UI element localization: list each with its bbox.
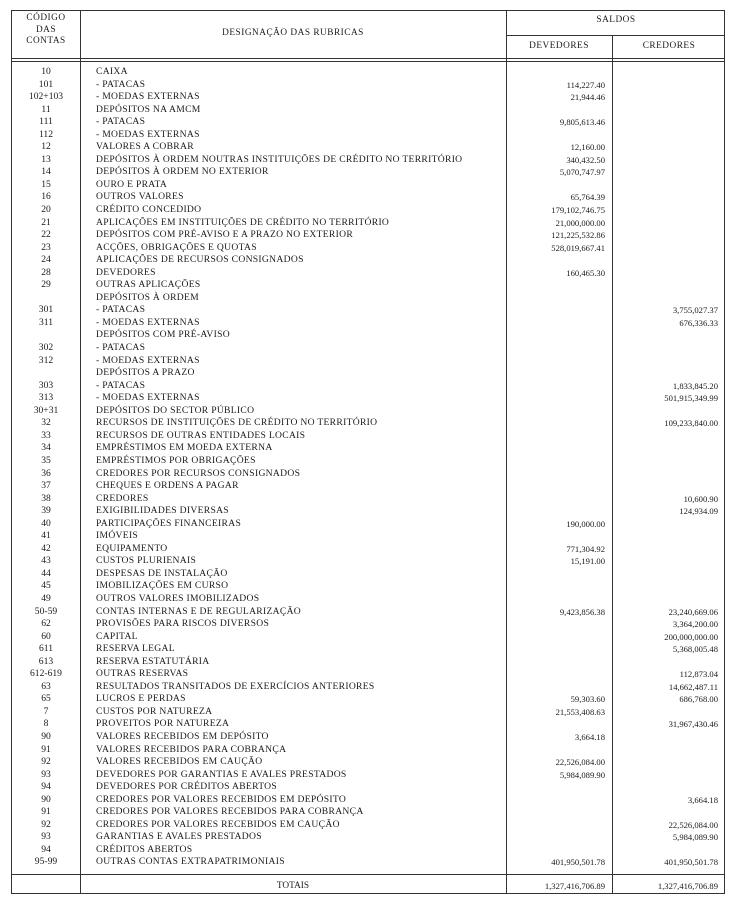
debit-balance: 9,423,856.38 <box>559 606 605 617</box>
account-code: 39 <box>41 505 51 517</box>
account-designation: APLICAÇÕES DE RECURSOS CONSIGNADOS <box>96 254 304 266</box>
account-designation: PROVISÕES PARA RISCOS DIVERSOS <box>96 618 270 630</box>
account-code: 13 <box>41 153 51 165</box>
credit-balance: 109,233,840.00 <box>664 418 718 429</box>
table-row <box>12 317 726 330</box>
credit-balance: 686,768.00 <box>679 694 718 705</box>
table-row <box>12 718 726 731</box>
account-code: 12 <box>41 141 51 153</box>
account-code: 312 <box>38 354 54 366</box>
table-row <box>12 392 726 405</box>
table-row <box>12 179 726 192</box>
table-row <box>12 731 726 744</box>
debit-balance: 21,553,408.63 <box>555 706 605 717</box>
account-code: 36 <box>41 467 51 479</box>
table-row <box>12 430 726 443</box>
account-designation: CREDORES POR VALORES RECEBIDOS EM CAUÇÃO <box>96 818 340 830</box>
table-row <box>12 417 726 430</box>
account-designation: - MOEDAS EXTERNAS <box>96 128 200 140</box>
header-bottom-rule <box>12 58 724 59</box>
account-code: 112 <box>38 128 54 140</box>
credit-balance: 14,662,487.11 <box>668 681 718 692</box>
account-code: 21 <box>41 216 51 228</box>
account-designation: CHEQUES E ORDENS A PAGAR <box>96 480 239 492</box>
table-row <box>12 242 726 255</box>
totals-label: TOTAIS <box>276 881 310 891</box>
table-row <box>12 279 726 292</box>
account-code: 611 <box>38 643 54 655</box>
debit-balance: 160,465.30 <box>566 267 605 278</box>
account-designation: OUTRAS APLICAÇÕES <box>96 279 201 291</box>
account-code: 301 <box>38 304 54 316</box>
account-code: 49 <box>41 592 51 604</box>
account-designation: APLICAÇÕES EM INSTITUIÇÕES DE CRÉDITO NO TERRITÓRIO <box>96 216 390 228</box>
account-designation: OUTROS VALORES IMOBILIZADOS <box>96 592 260 604</box>
table-row <box>12 104 726 117</box>
account-code: 29 <box>41 279 51 291</box>
account-designation: DEPÓSITOS COM PRÉ-AVISO E A PRAZO NO EXTERIOR <box>96 229 354 241</box>
header-code <box>12 13 80 48</box>
account-designation: DEVEDORES POR CRÉDITOS ABERTOS <box>96 781 278 793</box>
account-designation: CUSTOS POR NATUREZA <box>96 705 213 717</box>
account-designation: DEPÓSITOS À ORDEM NO EXTERIOR <box>96 166 269 178</box>
account-designation: PROVEITOS POR NATUREZA <box>96 718 230 730</box>
debit-balance: 114,227.40 <box>566 79 605 90</box>
account-code: 311 <box>38 316 54 328</box>
account-code: 90 <box>41 730 51 742</box>
account-designation: RESERVA ESTATUTÁRIA <box>96 655 210 667</box>
account-designation: VALORES RECEBIDOS EM CAUÇÃO <box>96 756 263 768</box>
header-code-line: CONTAS <box>26 36 66 46</box>
account-code: 63 <box>41 680 51 692</box>
debit-balance: 528,019,667.41 <box>551 242 605 253</box>
account-code: 60 <box>41 630 51 642</box>
table-row <box>12 292 726 305</box>
table-row <box>12 555 726 568</box>
account-designation: - MOEDAS EXTERNAS <box>96 316 200 328</box>
account-code: 11 <box>41 103 51 115</box>
account-designation: ACÇÕES, OBRIGAÇÕES E QUOTAS <box>96 241 257 253</box>
account-code: 93 <box>41 768 51 780</box>
account-code: 30+31 <box>33 404 59 416</box>
credit-balance: 10,600.90 <box>683 493 718 504</box>
table-row <box>12 568 726 581</box>
table-row <box>12 166 726 179</box>
account-code: 92 <box>41 756 51 768</box>
account-designation: - MOEDAS EXTERNAS <box>96 354 200 366</box>
account-designation: - PATACAS <box>96 379 146 391</box>
account-designation: DEPÓSITOS A PRAZO <box>96 367 195 379</box>
credit-balance: 401,950,501.78 <box>664 857 718 868</box>
account-designation: - PATACAS <box>96 78 146 90</box>
credit-balance: 200,000,000.00 <box>664 631 718 642</box>
account-designation: CAIXA <box>96 66 128 77</box>
table-row <box>12 493 726 506</box>
header-balances: SALDOS <box>596 15 636 25</box>
account-code: 102+103 <box>28 91 64 103</box>
account-designation: DEPÓSITOS À ORDEM NOUTRAS INSTITUIÇÕES DE CRÉDITO NO TERRITÓRIO <box>96 153 463 165</box>
account-code: 50-59 <box>34 605 58 617</box>
debit-balance: 340,432.50 <box>566 154 605 165</box>
table-row <box>12 643 726 656</box>
account-designation: CREDORES POR VALORES RECEBIDOS PARA COBRANÇA <box>96 806 364 818</box>
account-designation: RECURSOS DE OUTRAS ENTIDADES LOCAIS <box>96 429 306 441</box>
table-row <box>12 468 726 481</box>
account-code: 95-99 <box>34 856 58 868</box>
account-code: 91 <box>41 806 51 818</box>
table-row <box>12 530 726 543</box>
account-designation: PARTICIPAÇÕES FINANCEIRAS <box>96 517 242 529</box>
table-row <box>12 367 726 380</box>
debit-balance: 121,225,532.86 <box>551 230 605 241</box>
table-row <box>12 693 726 706</box>
table-row <box>12 154 726 167</box>
account-code: 302 <box>38 342 54 354</box>
header-debit: DEVEDORES <box>529 41 589 51</box>
account-designation: OURO E PRATA <box>96 178 168 190</box>
account-code: 62 <box>41 618 51 630</box>
account-designation: OUTROS VALORES <box>96 191 184 203</box>
table-row <box>12 631 726 644</box>
table-row <box>12 806 726 819</box>
account-designation: LUCROS E PERDAS <box>96 693 186 705</box>
account-designation: CREDORES <box>96 492 149 504</box>
account-rows <box>12 66 726 869</box>
table-row <box>12 593 726 606</box>
account-code: 612-619 <box>30 668 62 680</box>
account-designation: CREDORES POR VALORES RECEBIDOS EM DEPÓSITO <box>96 793 347 805</box>
account-designation: IMÓVEIS <box>96 530 139 542</box>
account-code: 613 <box>38 655 54 667</box>
credit-balance: 23,240,669.06 <box>668 606 718 617</box>
table-row <box>12 442 726 455</box>
credit-balance: 22,526,084.00 <box>668 819 718 830</box>
account-designation: DESPESAS DE INSTALAÇÃO <box>96 567 228 579</box>
account-code: 40 <box>41 517 51 529</box>
account-code: 43 <box>41 555 51 567</box>
table-row <box>12 781 726 794</box>
account-code: 101 <box>38 78 54 90</box>
table-row <box>12 66 726 79</box>
table-row <box>12 217 726 230</box>
account-designation: - MOEDAS EXTERNAS <box>96 392 200 404</box>
account-designation: - MOEDAS EXTERNAS <box>96 91 200 103</box>
credit-balance: 501,915,349.99 <box>664 393 718 404</box>
header-code-line: DAS <box>35 24 57 35</box>
account-designation: CAPITAL <box>96 630 138 642</box>
account-designation: GARANTIAS E AVALES PRESTADOS <box>96 831 262 843</box>
debit-balance: 59,303.60 <box>570 694 605 705</box>
debit-balance: 9,805,613.46 <box>559 117 605 128</box>
account-designation: DEVEDORES <box>96 266 156 278</box>
header-credit: CREDORES <box>642 41 696 51</box>
account-designation: CRÉDITOS ABERTOS <box>96 843 193 855</box>
debit-balance: 12,160.00 <box>570 142 605 153</box>
account-code: 65 <box>41 693 51 705</box>
account-code: 94 <box>41 781 51 793</box>
account-designation: EMPRÉSTIMOS POR OBRIGAÇÕES <box>96 454 256 466</box>
account-code: 14 <box>41 166 51 178</box>
table-row <box>12 455 726 468</box>
account-code: 16 <box>41 191 51 203</box>
table-row <box>12 254 726 267</box>
account-designation: - PATACAS <box>96 304 146 316</box>
account-code: 20 <box>41 204 51 216</box>
account-code: 44 <box>41 567 51 579</box>
table-row <box>12 342 726 355</box>
table-row <box>12 706 726 719</box>
account-code: 90 <box>41 793 51 805</box>
credit-balance: 5,368,005.48 <box>672 644 718 655</box>
credit-balance: 5,984,089.90 <box>672 832 718 843</box>
credit-balance: 112,873.04 <box>679 669 718 680</box>
account-designation: DEPÓSITOS COM PRÉ-AVISO <box>96 329 230 341</box>
account-code: 111 <box>39 116 53 128</box>
debit-balance: 21,000,000.00 <box>555 217 605 228</box>
debit-balance: 5,984,089.90 <box>559 769 605 780</box>
account-designation: DEPÓSITOS NA AMCM <box>96 103 201 115</box>
table-row <box>12 518 726 531</box>
table-row <box>12 744 726 757</box>
credit-balance: 676,336.33 <box>679 317 718 328</box>
account-code: 34 <box>41 442 51 454</box>
table-row <box>12 129 726 142</box>
table-row <box>12 769 726 782</box>
account-code: 41 <box>41 530 51 542</box>
account-designation: DEVEDORES POR GARANTIAS E AVALES PRESTADOS <box>96 768 347 780</box>
debit-balance: 401,950,501.78 <box>551 857 605 868</box>
credit-balance: 31,967,430.46 <box>668 719 718 730</box>
debit-balance: 179,102,746.75 <box>551 205 605 216</box>
account-code: 35 <box>41 454 51 466</box>
table-row <box>12 304 726 317</box>
account-designation: RESERVA LEGAL <box>96 643 175 655</box>
account-designation: VALORES RECEBIDOS EM DEPÓSITO <box>96 730 269 742</box>
table-row <box>12 543 726 556</box>
account-designation: - PATACAS <box>96 342 146 354</box>
account-code: 313 <box>38 392 54 404</box>
credit-balance: 3,364,200.00 <box>672 619 718 630</box>
debit-balance: 22,526,084.00 <box>555 757 605 768</box>
table-row <box>12 229 726 242</box>
account-code: 42 <box>41 542 51 554</box>
account-code: 7 <box>43 705 49 717</box>
account-code: 28 <box>41 266 51 278</box>
account-designation: CRÉDITO CONCEDIDO <box>96 204 202 216</box>
account-designation: DEPÓSITOS DO SECTOR PÚBLICO <box>96 404 255 416</box>
debit-balance: 190,000.00 <box>566 518 605 529</box>
table-row <box>12 618 726 631</box>
table-row <box>12 668 726 681</box>
account-code: 37 <box>41 480 51 492</box>
table-row <box>12 856 726 869</box>
header-bottom-rule-double <box>12 61 724 62</box>
account-code: 94 <box>41 843 51 855</box>
table-row <box>12 756 726 769</box>
totals-top-rule <box>12 874 724 875</box>
account-code: 92 <box>41 818 51 830</box>
account-code: 91 <box>41 743 51 755</box>
table-row <box>12 656 726 669</box>
table-row <box>12 329 726 342</box>
table-row <box>12 831 726 844</box>
account-designation: OUTRAS CONTAS EXTRAPATRIMONIAIS <box>96 856 285 868</box>
balance-sheet-table <box>11 10 725 894</box>
account-code: 93 <box>41 831 51 843</box>
account-code: 303 <box>38 379 54 391</box>
table-row <box>12 204 726 217</box>
debit-balance: 771,304.92 <box>566 543 605 554</box>
account-designation: EMPRÉSTIMOS EM MOEDA EXTERNA <box>96 442 273 454</box>
account-designation: EQUIPAMENTO <box>96 542 168 554</box>
table-row <box>12 405 726 418</box>
credit-balance: 3,755,027.37 <box>672 305 718 316</box>
account-designation: RESULTADOS TRANSITADOS DE EXERCÍCIOS ANTERIORES <box>96 680 375 692</box>
account-designation: OUTRAS RESERVAS <box>96 668 189 680</box>
table-row <box>12 141 726 154</box>
credit-balance: 1,833,845.20 <box>672 380 718 391</box>
table-row <box>12 267 726 280</box>
account-code: 32 <box>41 417 51 429</box>
account-designation: VALORES RECEBIDOS PARA COBRANÇA <box>96 743 287 755</box>
debit-balance: 3,664.18 <box>574 731 605 742</box>
table-row <box>12 91 726 104</box>
account-code: 15 <box>41 178 51 190</box>
account-code: 23 <box>41 241 51 253</box>
account-designation: - PATACAS <box>96 116 146 128</box>
totals-credit: 1,327,416,706.89 <box>657 881 718 891</box>
table-row <box>12 819 726 832</box>
account-designation: VALORES A COBRAR <box>96 141 194 153</box>
table-row <box>12 191 726 204</box>
account-code: 8 <box>43 718 49 730</box>
table-row <box>12 681 726 694</box>
table-row <box>12 355 726 368</box>
account-designation: RECURSOS DE INSTITUIÇÕES DE CRÉDITO NO TERRITÓRIO <box>96 417 378 429</box>
debit-balance: 21,944.46 <box>570 92 605 103</box>
account-designation: CREDORES POR RECURSOS CONSIGNADOS <box>96 467 301 479</box>
table-row <box>12 580 726 593</box>
header-designation: DESIGNAÇÃO DAS RUBRICAS <box>222 28 364 38</box>
totals-debit: 1,327,416,706.89 <box>544 881 605 891</box>
table-row <box>12 79 726 92</box>
table-row <box>12 606 726 619</box>
account-code: 10 <box>41 66 51 77</box>
debit-balance: 15,191.00 <box>570 556 605 567</box>
account-designation: CUSTOS PLURIENAIS <box>96 555 197 567</box>
credit-balance: 124,934.09 <box>679 506 718 517</box>
account-code: 33 <box>41 429 51 441</box>
credit-balance: 3,664.18 <box>687 794 718 805</box>
header-code-line: CÓDIGO <box>26 13 66 23</box>
account-code: 38 <box>41 492 51 504</box>
table-row <box>12 794 726 807</box>
account-code: 22 <box>41 229 51 241</box>
table-row <box>12 505 726 518</box>
account-designation: DEPÓSITOS À ORDEM <box>96 291 200 303</box>
debit-balance: 65,764.39 <box>570 192 605 203</box>
table-row <box>12 116 726 129</box>
account-code: 24 <box>41 254 51 266</box>
table-row <box>12 380 726 393</box>
debit-balance: 5,070,747.97 <box>559 167 605 178</box>
account-designation: IMOBILIZAÇÕES EM CURSO <box>96 580 229 592</box>
account-designation: CONTAS INTERNAS E DE REGULARIZAÇÃO <box>96 605 302 617</box>
account-designation: EXIGIBILIDADES DIVERSAS <box>96 505 229 517</box>
header-divider <box>506 35 724 36</box>
table-row <box>12 844 726 857</box>
table-row <box>12 480 726 493</box>
account-code: 45 <box>41 580 51 592</box>
